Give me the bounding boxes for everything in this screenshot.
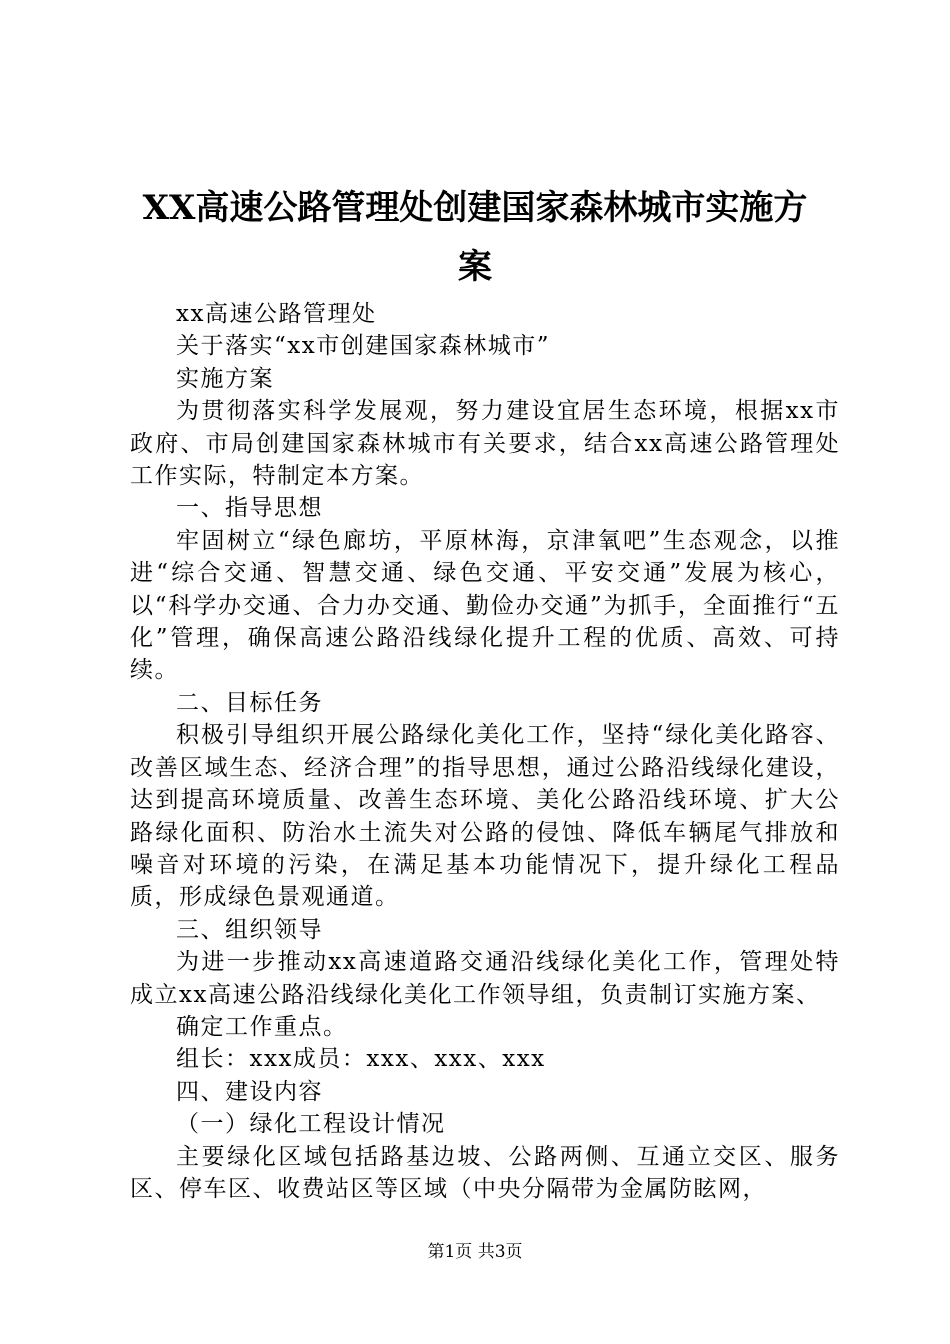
subtitle-line: 关于落实“xx市创建国家森林城市” — [176, 333, 550, 360]
organization-paragraph: 为进一步推动xx高速道路交通沿线绿化美化工作，管理处特成立xx高速公路沿线绿化美化工作领导组，负责制订实施方案、 — [130, 949, 840, 1008]
section-heading-4: 四、建设内容 — [176, 1078, 323, 1105]
document-body — [130, 298, 840, 1205]
document-title-line-1: XX高速公路管理处创建国家森林城市实施方 — [142, 188, 808, 228]
greening-areas-paragraph: 主要绿化区域包括路基边坡、公路两侧、互通立交区、服务区、停车区、收费站区等区域（中央分隔带为金属防眩网， — [130, 1143, 840, 1202]
subtitle-plan: 实施方案 — [176, 365, 274, 392]
org-name: xx高速公路管理处 — [176, 301, 377, 327]
page-number-footer: 第1页 共3页 — [427, 1242, 523, 1262]
section-heading-1: 一、指导思想 — [176, 495, 323, 522]
guiding-ideology-paragraph: 牢固树立“绿色廊坊，平原林海，京津氧吧”生态观念，以推进“综合交通、智慧交通、绿色交通、平安交通”发展为核心，以“科学办交通、合力办交通、勤俭办交通”为抓手，全面推行“五化”管理，确保高速公路沿线绿化提升工程的优质、高效、可持续。 — [130, 527, 840, 684]
intro-paragraph: 为贯彻落实科学发展观，努力建设宜居生态环境，根据xx市政府、市局创建国家森林城市有关要求，结合xx高速公路管理处工作实际，特制定本方案。 — [130, 398, 840, 490]
document-title-line-2: 案 — [458, 247, 492, 287]
work-focus-line: 确定工作重点。 — [176, 1013, 348, 1040]
subsection-heading-1: （一）绿化工程设计情况 — [176, 1111, 446, 1138]
leader-members-line: 组长：xxx成员：xxx、xxx、xxx — [176, 1046, 546, 1073]
section-heading-2: 二、目标任务 — [176, 689, 323, 716]
section-heading-3: 三、组织领导 — [176, 916, 323, 943]
target-task-paragraph: 积极引导组织开展公路绿化美化工作，坚持“绿化美化路容、改善区域生态、经济合理”的指导思想，通过公路沿线绿化建设，达到提高环境质量、改善生态环境、美化公路沿线环境、扩大公路绿化面积、防治水土流失对公路的侵蚀、降低车辆尾气排放和噪音对环境的污染，在满足基本功能情况下，提升绿化工程品质，形成绿色景观通道。 — [130, 722, 840, 911]
